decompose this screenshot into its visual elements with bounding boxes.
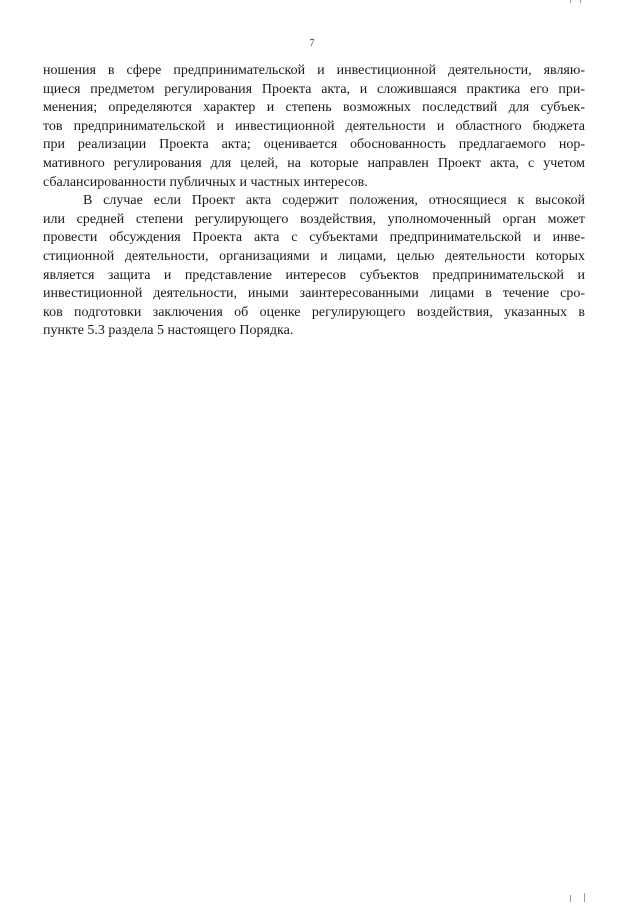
scan-mark — [570, 895, 571, 902]
text-line: является защита и представление интересов субъектов предпринимательской и — [43, 267, 585, 283]
text-line: менения; определяются характер и степень возможных последствий для субъек- — [43, 100, 585, 116]
text-line: стиционной деятельности, организациями и лицами, целью деятельности которых — [43, 248, 585, 264]
paragraph-1 — [43, 62, 585, 192]
text-line: инвестиционной деятельности, иными заинтересованными лицами в течение сро- — [43, 286, 585, 302]
text-line: при реализации Проекта акта; оценивается обоснованность предлагаемого нор- — [43, 137, 585, 153]
text-line: мативного регулирования для целей, на которые направлен Проект акта, с учетом — [43, 155, 585, 171]
text-line: сбалансированности публичных и частных интересов. — [43, 174, 368, 190]
text-line: провести обсуждения Проекта акта с субъектами предпринимательской и инве- — [43, 230, 585, 246]
page-number: 7 — [309, 38, 315, 49]
text-line: или средней степени регулирующего воздействия, уполномоченный орган может — [43, 211, 585, 227]
text-line: В случае если Проект акта содержит положения, относящиеся к высокой — [83, 193, 585, 209]
scan-mark — [570, 0, 571, 3]
scan-mark — [584, 893, 585, 902]
text-line: щиеся предметом регулирования Проекта акта, и сложившаяся практика его при- — [43, 81, 585, 97]
document-body — [43, 62, 585, 341]
text-line: пункте 5.3 раздела 5 настоящего Порядка. — [43, 323, 294, 339]
paragraph-2 — [43, 192, 585, 341]
scan-mark — [580, 0, 581, 3]
text-line: ношения в сфере предпринимательской и инвестиционной деятельности, являю- — [43, 63, 585, 78]
text-line: тов предпринимательской и инвестиционной деятельности и областного бюджета — [43, 118, 585, 134]
text-line: ков подготовки заключения об оценке регулирующего воздействия, указанных в — [43, 304, 585, 320]
